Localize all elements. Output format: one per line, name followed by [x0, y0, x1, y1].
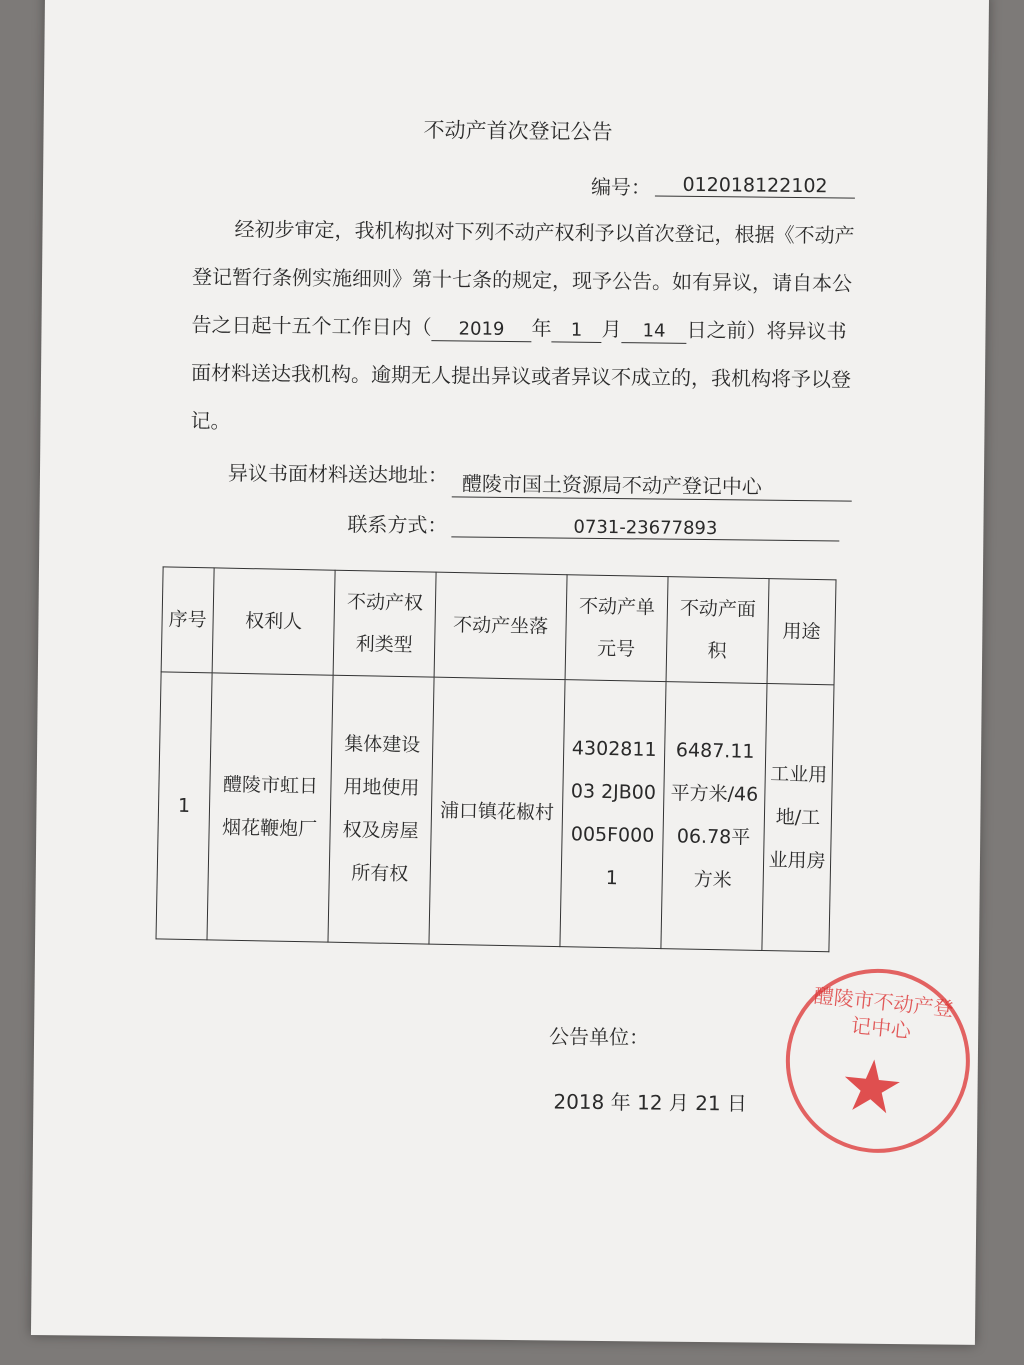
official-seal: [777, 960, 978, 1161]
address-label: 异议书面材料送达地址：: [227, 461, 449, 488]
seal-text: 醴陵市不动产登记中心: [812, 983, 955, 1043]
notice-body: [190, 205, 862, 452]
contact-value: 0731-23677893: [451, 515, 839, 541]
property-table: [155, 566, 836, 952]
cell-right-type: 集体建设用地使用权及房屋所有权: [328, 675, 434, 944]
deadline-year: 2019: [431, 318, 531, 342]
address-value: 醴陵市国土资源局不动产登记中心: [452, 467, 852, 501]
col-header: 不动产权利类型: [333, 570, 436, 677]
serial-label: 编号：: [590, 174, 652, 200]
serial-number: 012018122102: [655, 173, 855, 198]
contact-label: 联系方式：: [347, 512, 448, 538]
notice-paper: [31, 0, 989, 1345]
month-char: 月: [601, 316, 622, 342]
col-header: 权利人: [212, 568, 335, 675]
cell-area: 6487.11平方米/4606.78平方米: [661, 682, 767, 951]
cell-usage: 工业用地/工业用房: [762, 684, 834, 952]
cell-unit-number: 430281103 2JB00005F0001: [560, 680, 666, 949]
col-header: 序号: [161, 567, 214, 673]
cell-location: 浦口镇花椒村: [429, 677, 565, 946]
notice-date: 2018 年 12 月 21 日: [553, 1089, 748, 1116]
table-row: [156, 672, 834, 952]
deadline-month: 1: [551, 319, 601, 343]
col-header: 用途: [767, 579, 836, 685]
page-title: 不动产首次登记公告: [423, 118, 613, 145]
col-header: 不动产单元号: [565, 575, 668, 682]
cell-owner: 醴陵市虹日烟花鞭炮厂: [207, 673, 333, 942]
deadline-day: 14: [621, 320, 686, 344]
year-char: 年: [531, 316, 552, 341]
col-header: 不动产面积: [666, 577, 769, 684]
body-text-1: 经初步审定，我机构拟对下列不动产权利予以首次登记，根据《不动产登记暂行条例实施细则》第十七条的规定，现予公告。如有异议，请自本公告之日起十五个工作日内（: [191, 217, 855, 340]
cell-index: 1: [156, 672, 212, 940]
body-text-2: 日之前）将异议书面材料送达我机构。逾期无人提出异议或者异议不成立的，我机构将予以登记。: [190, 317, 852, 434]
signer-label: 公告单位：: [548, 1024, 650, 1050]
col-header: 不动产坐落: [434, 572, 567, 679]
star-icon: ★: [835, 1041, 908, 1132]
